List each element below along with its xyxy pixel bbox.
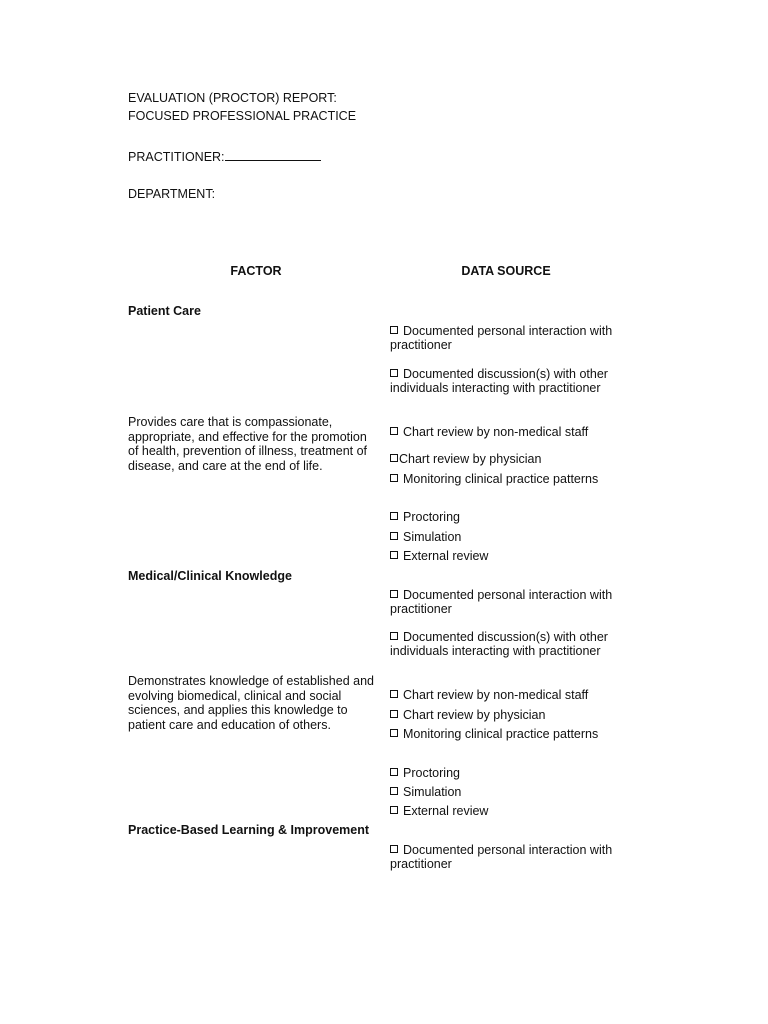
data-source-item: Proctoring (390, 766, 630, 780)
section-title-practice-based-learning: Practice-Based Learning & Improvement (128, 823, 370, 837)
checkbox-icon[interactable] (390, 474, 398, 482)
data-source-item: Simulation (390, 530, 630, 544)
checkbox-icon[interactable] (390, 512, 398, 520)
checkbox-icon[interactable] (390, 632, 398, 640)
data-source-item: Documented discussion(s) with other individuals interacting with practitioner (390, 367, 608, 395)
checkbox-icon[interactable] (390, 690, 398, 698)
data-source-item: External review (390, 804, 630, 818)
checkbox-icon[interactable] (390, 551, 398, 559)
data-source-item: External review (390, 549, 630, 563)
section-title-medical-clinical-knowledge: Medical/Clinical Knowledge (128, 569, 292, 583)
section-title-patient-care: Patient Care (128, 304, 201, 318)
checkbox-icon[interactable] (390, 845, 398, 853)
data-source-item: Documented discussion(s) with other individuals interacting with practitioner (390, 630, 608, 658)
data-source-item: Chart review by physician (390, 708, 630, 722)
checkbox-icon[interactable] (390, 787, 398, 795)
report-title-line2: FOCUSED PROFESSIONAL PRACTICE (128, 109, 357, 123)
practitioner-blank-line[interactable] (225, 149, 321, 161)
data-source-item: Chart review by non-medical staff (390, 425, 630, 439)
data-source-item: Monitoring clinical practice patterns (390, 472, 630, 486)
data-source-item: Simulation (390, 785, 630, 799)
data-source-column-heading: DATA SOURCE (461, 264, 551, 278)
data-source-item: Chart review by physician (390, 452, 630, 466)
checkbox-icon[interactable] (390, 369, 398, 377)
checkbox-icon[interactable] (390, 326, 398, 334)
patient-care-description: Provides care that is compassionate, appropriate, and effective for the promotion of health, prevention of illness, treatment of disease, and care at the end of life. (128, 415, 368, 473)
data-source-item: Chart review by non-medical staff (390, 688, 630, 702)
checkbox-icon[interactable] (390, 806, 398, 814)
checkbox-icon[interactable] (390, 729, 398, 737)
checkbox-icon[interactable] (390, 454, 398, 462)
factor-column-heading: FACTOR (230, 264, 282, 278)
data-source-item: Proctoring (390, 510, 630, 524)
checkbox-icon[interactable] (390, 532, 398, 540)
department-label: DEPARTMENT: (128, 187, 216, 201)
checkbox-icon[interactable] (390, 590, 398, 598)
checkbox-icon[interactable] (390, 710, 398, 718)
practitioner-label: PRACTITIONER: (128, 150, 225, 164)
data-source-item: Monitoring clinical practice patterns (390, 727, 630, 741)
checkbox-icon[interactable] (390, 427, 398, 435)
report-title-line1: EVALUATION (PROCTOR) REPORT: (128, 91, 337, 105)
practitioner-row (128, 149, 321, 165)
data-source-item: Documented personal interaction with practitioner (390, 588, 613, 616)
medical-knowledge-description: Demonstrates knowledge of established and evolving biomedical, clinical and social sciences, and applies this knowledge to patient care and education of others. (128, 674, 374, 732)
data-source-item: Documented personal interaction with practitioner (390, 324, 613, 352)
data-source-item: Documented personal interaction with practitioner (390, 843, 613, 871)
checkbox-icon[interactable] (390, 768, 398, 776)
